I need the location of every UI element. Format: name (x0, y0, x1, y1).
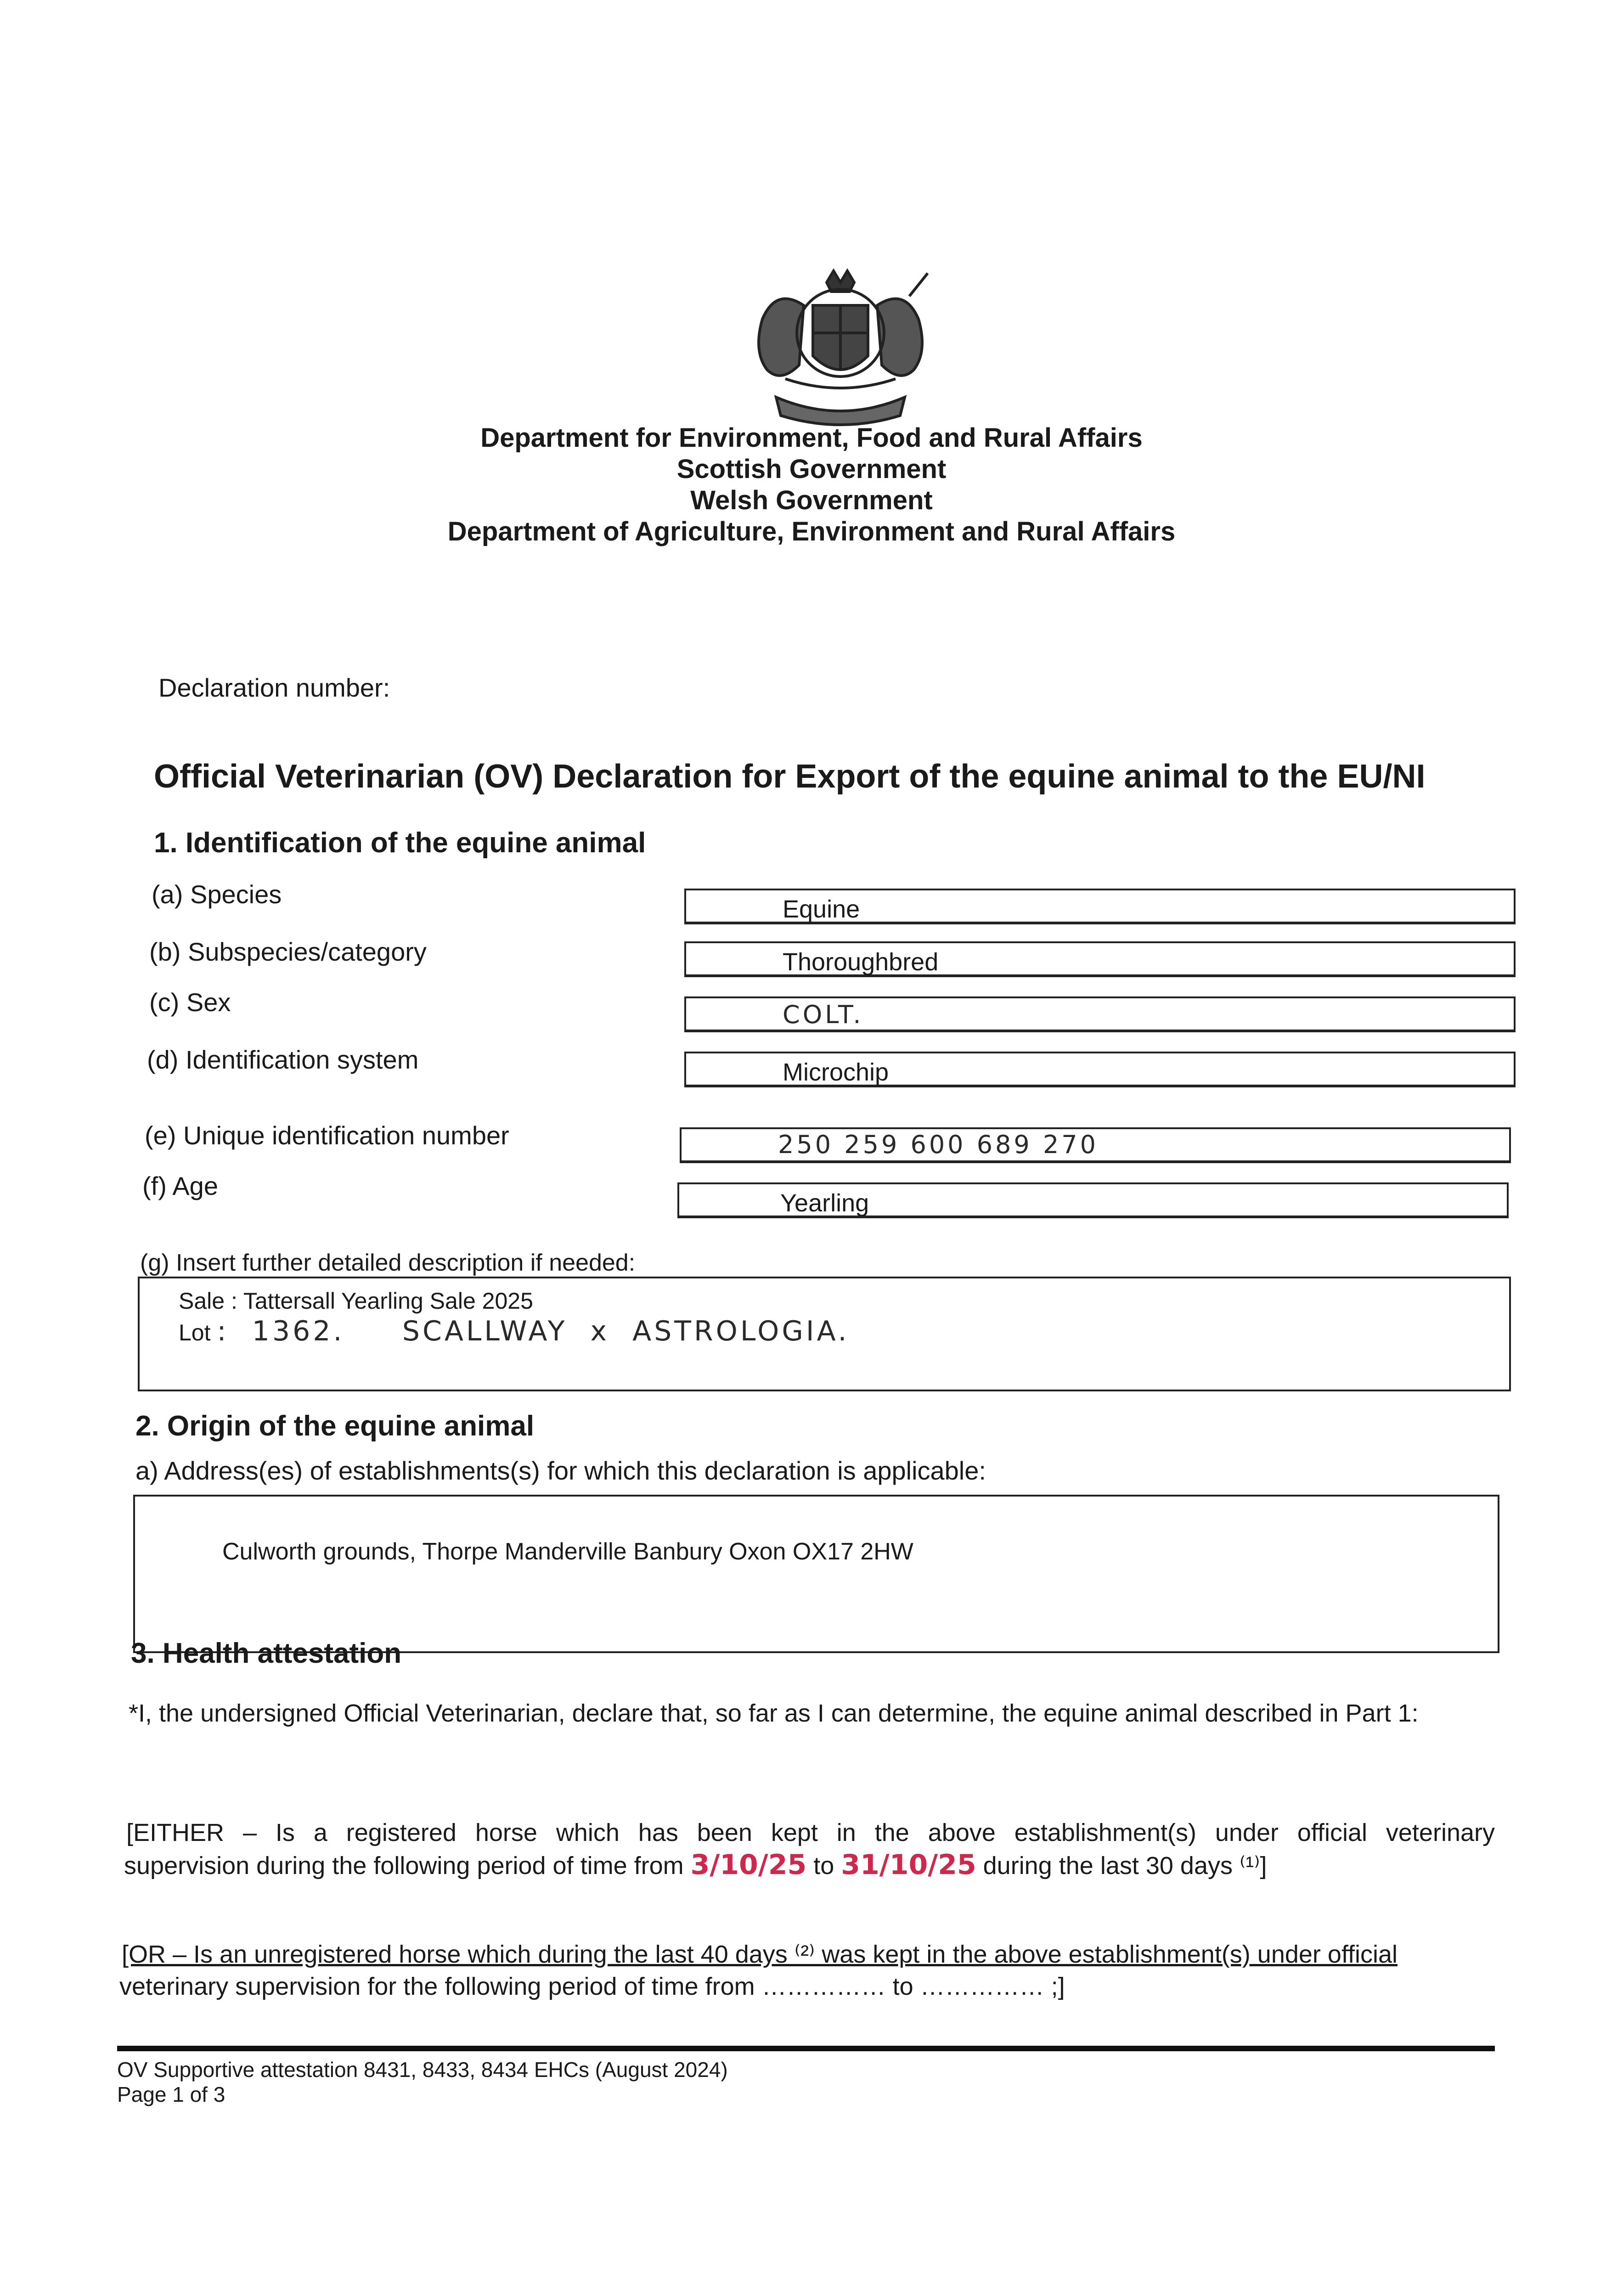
footer-rule (117, 2046, 1495, 2051)
lot-line (179, 1315, 850, 1347)
either-line-2 (124, 1851, 1497, 1880)
or-line-2: veterinary supervision for the following period of time from …………… to …………… ;] (119, 1973, 1065, 2000)
identification-system-label: (d) Identification system (147, 1045, 419, 1074)
health-attestation-intro: *I, the undersigned Official Veterinarian, declare that, so far as I can determine, the equine animal described in Part 1: (129, 1699, 1419, 1727)
age-label: (f) Age (142, 1171, 218, 1200)
footer-page-number: Page 1 of 3 (117, 2082, 225, 2106)
section2-heading: 2. Origin of the equine animal (135, 1410, 535, 1442)
department-name-1: Department for Environment, Food and Rural Affairs (480, 423, 1143, 453)
unique-id-field (680, 1127, 1511, 1163)
declaration-number-label: Declaration number: (158, 673, 390, 702)
royal-coat-of-arms-icon (735, 264, 946, 429)
identification-system-field (684, 1052, 1516, 1087)
lot-label: Lot (179, 1320, 211, 1345)
either-end-text: during the last 30 days ⁽¹⁾] (983, 1852, 1267, 1880)
either-from-date: 3/10/25 (690, 1849, 807, 1881)
identification-system-value: Microchip (783, 1058, 889, 1086)
species-field (684, 889, 1516, 924)
either-to-date: 31/10/25 (841, 1849, 976, 1881)
species-label: (a) Species (152, 880, 282, 909)
address-value: Culworth grounds, Thorpe Manderville Banbury Oxon OX17 2HW (222, 1538, 913, 1565)
sale-label: Sale (179, 1288, 225, 1314)
sale-line (179, 1288, 533, 1314)
section3-heading: 3. Health attestation (131, 1638, 402, 1669)
page-title: Official Veterinarian (OV) Declaration for Export of the equine animal to the EU/NI (154, 758, 1426, 795)
sex-label: (c) Sex (149, 988, 231, 1017)
subspecies-value: Thoroughbred (783, 948, 939, 976)
address-label: a) Address(es) of establishments(s) for which this declaration is applicable: (135, 1456, 986, 1485)
section1-heading: 1. Identification of the equine animal (154, 827, 646, 859)
department-name-3: Welsh Government (690, 485, 933, 515)
unique-id-label: (e) Unique identification number (145, 1121, 509, 1150)
or-line-1: [OR – Is an unregistered horse which during the last 40 days ⁽²⁾ was kept in the above establishment(s) under official (122, 1941, 1398, 1968)
further-description-label: (g) Insert further detailed description if needed: (140, 1249, 636, 1276)
either-to-word: to (813, 1852, 834, 1880)
age-value: Yearling (780, 1189, 869, 1217)
either-period-label: supervision during the following period of time from (124, 1852, 684, 1880)
department-name-4: Department of Agriculture, Environment and Rural Affairs (447, 517, 1176, 546)
subspecies-field (684, 941, 1516, 977)
lot-value: : 1362. SCALLWAY x ASTROLOGIA. (217, 1315, 850, 1347)
department-name-2: Scottish Government (676, 454, 947, 484)
age-field (677, 1182, 1509, 1218)
sale-value: : Tattersall Yearling Sale 2025 (231, 1288, 533, 1314)
either-line-1: [EITHER – Is a registered horse which has been kept in the above establishment(s) under official veterinary (126, 1819, 1495, 1846)
sex-value: COLT. (783, 1000, 864, 1029)
subspecies-label: (b) Subspecies/category (149, 937, 427, 966)
address-box (133, 1495, 1499, 1653)
footer-document-reference: OV Supportive attestation 8431, 8433, 8434 EHCs (August 2024) (117, 2058, 728, 2082)
species-value: Equine (783, 895, 860, 923)
further-description-box (138, 1277, 1511, 1391)
unique-id-value: 250 259 600 689 270 (778, 1130, 1099, 1159)
sex-field (684, 996, 1516, 1032)
